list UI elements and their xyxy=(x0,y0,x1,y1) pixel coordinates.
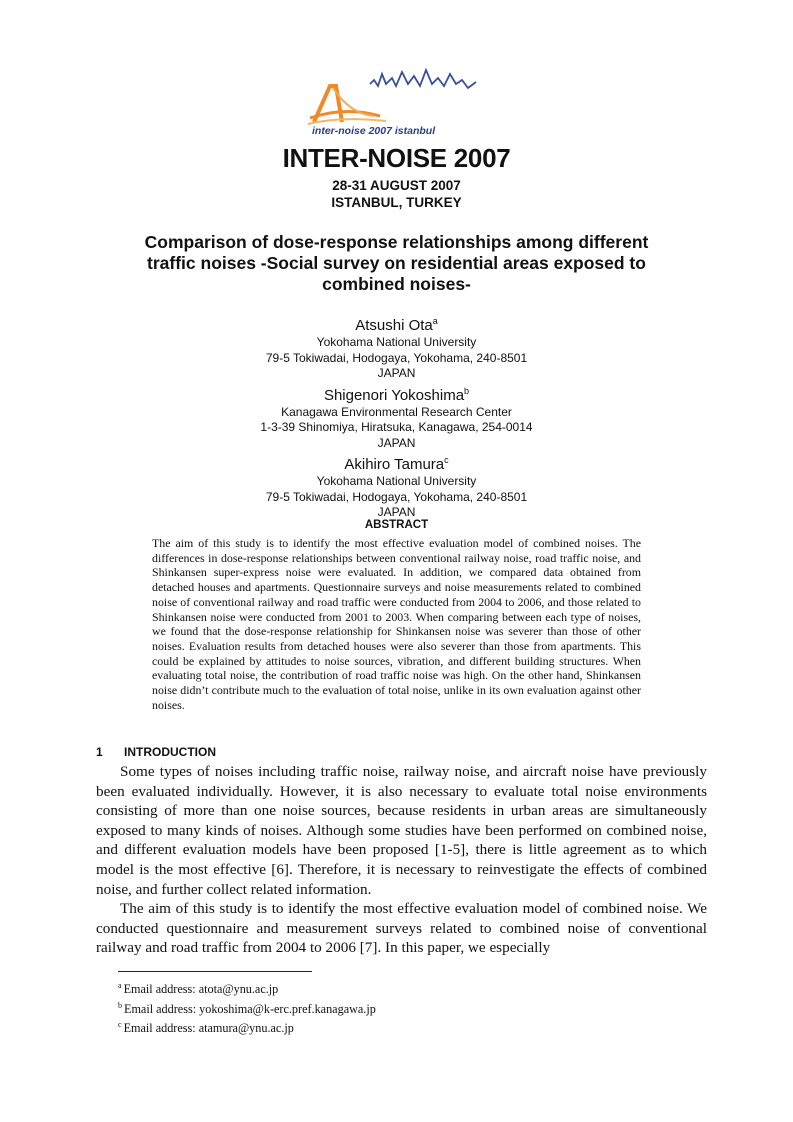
author-affiliation: Kanagawa Environmental Research Center xyxy=(281,404,512,419)
author-country: JAPAN xyxy=(377,366,416,380)
author-address: 79-5 Tokiwadai, Hodogaya, Yokohama, 240-8501 xyxy=(265,489,528,504)
footnote: $^a$ Email address: atota@ynu.ac.jp xyxy=(118,981,279,997)
logo-caption: inter-noise 2007 istanbul xyxy=(312,125,436,137)
author-name: Shigenori Yokoshima$^b$ xyxy=(323,385,470,404)
author-entry xyxy=(0,312,793,382)
abstract-heading: ABSTRACT xyxy=(364,519,429,531)
footnote: $^c$ Email address: atamura@ynu.ac.jp xyxy=(118,1020,294,1036)
abstract-text: The aim of this study is to identify the most effective evaluation model of combined noises. The differences in dose-response relationships between conventional railway noise, road traffic noise, and Shinkansen super-express noise were evaluated. In addition, we compared data obtained from detached houses and apartments. Questionnaire surveys and noise measurements related to combined noise of conventional railway and road traffic were conducted from 2004 to 2006, and those related to Shinkansen noise were conducted from 2001 to 2003. When comparing between each type of noises, we found that the dose-response relationship for Shinkansen noise was severer than those of other noises. Evaluation results from detached houses were also severer than those from apartments. This could be explained by attitudes to noise sources, vibration, and different building structures. When evaluating total noise, the contribution of road traffic noise was high. On the other hand, Shinkansen noise didn’t contribute much to the evaluation of total noise, unlike in its own evaluation against other noises. xyxy=(152,536,641,712)
author-affiliation: Yokohama National University xyxy=(316,335,477,349)
section-title: INTRODUCTION xyxy=(124,745,216,759)
section-body xyxy=(96,762,707,958)
section-number: 1 xyxy=(96,745,103,759)
author-country: JAPAN xyxy=(377,435,416,450)
author-country: JAPAN xyxy=(377,505,416,519)
author-name: Atsushi Ota$^a$ xyxy=(355,316,438,334)
author-address: 1-3-39 Shinomiya, Hiratsuka, Kanagawa, 254-0014 xyxy=(260,420,533,434)
conference-title: INTER-NOISE 2007 xyxy=(282,143,511,173)
author-block xyxy=(0,312,793,521)
paper-title-line: combined noises- xyxy=(322,274,471,294)
author-entry xyxy=(0,451,793,521)
section-heading xyxy=(96,745,216,759)
conference-logo xyxy=(300,66,490,138)
author-affiliation: Yokohama National University xyxy=(316,474,477,488)
bridge-logo-graphic xyxy=(300,66,490,138)
paper-title xyxy=(100,232,693,295)
footnote-divider xyxy=(118,971,312,972)
author-name: Akihiro Tamura$^c$ xyxy=(344,455,449,473)
author-entry xyxy=(0,382,793,452)
author-address: 79-5 Tokiwadai, Hodogaya, Yokohama, 240-8501 xyxy=(265,350,528,365)
paper-title-line: Comparison of dose-response relationships among different xyxy=(144,232,649,252)
conference-dates: 28-31 AUGUST 2007 xyxy=(332,178,461,193)
footnote: $^b$ Email address: yokoshima@k-erc.pref.kanagawa.jp xyxy=(118,1000,376,1016)
footnotes xyxy=(118,978,376,1037)
body-paragraph: The aim of this study is to identify the most effective evaluation model of combined noise. We conducted questionnaire and measurement surveys related to combined noise of conventional railway and road traffic from 2004 to 2006 [7]. In this paper, we especially xyxy=(96,900,707,957)
conference-location: ISTANBUL, TURKEY xyxy=(331,195,462,210)
body-paragraph: Some types of noises including traffic noise, railway noise, and aircraft noise have previously been evaluated individually. However, it is also necessary to evaluate total noise environments consisting of more than one noise sources, because residents in urban areas are simultaneously exposed to many kinds of noises. Although some studies have been performed on combined noise, and different evaluation models have been proposed [1-5], there is little agreement as to which model is the most effective [6]. Therefore, it is necessary to reinvestigate the effects of combined noise, and further collect related information. xyxy=(96,763,707,898)
paper-title-line: traffic noises -Social survey on residential areas exposed to xyxy=(147,253,646,273)
